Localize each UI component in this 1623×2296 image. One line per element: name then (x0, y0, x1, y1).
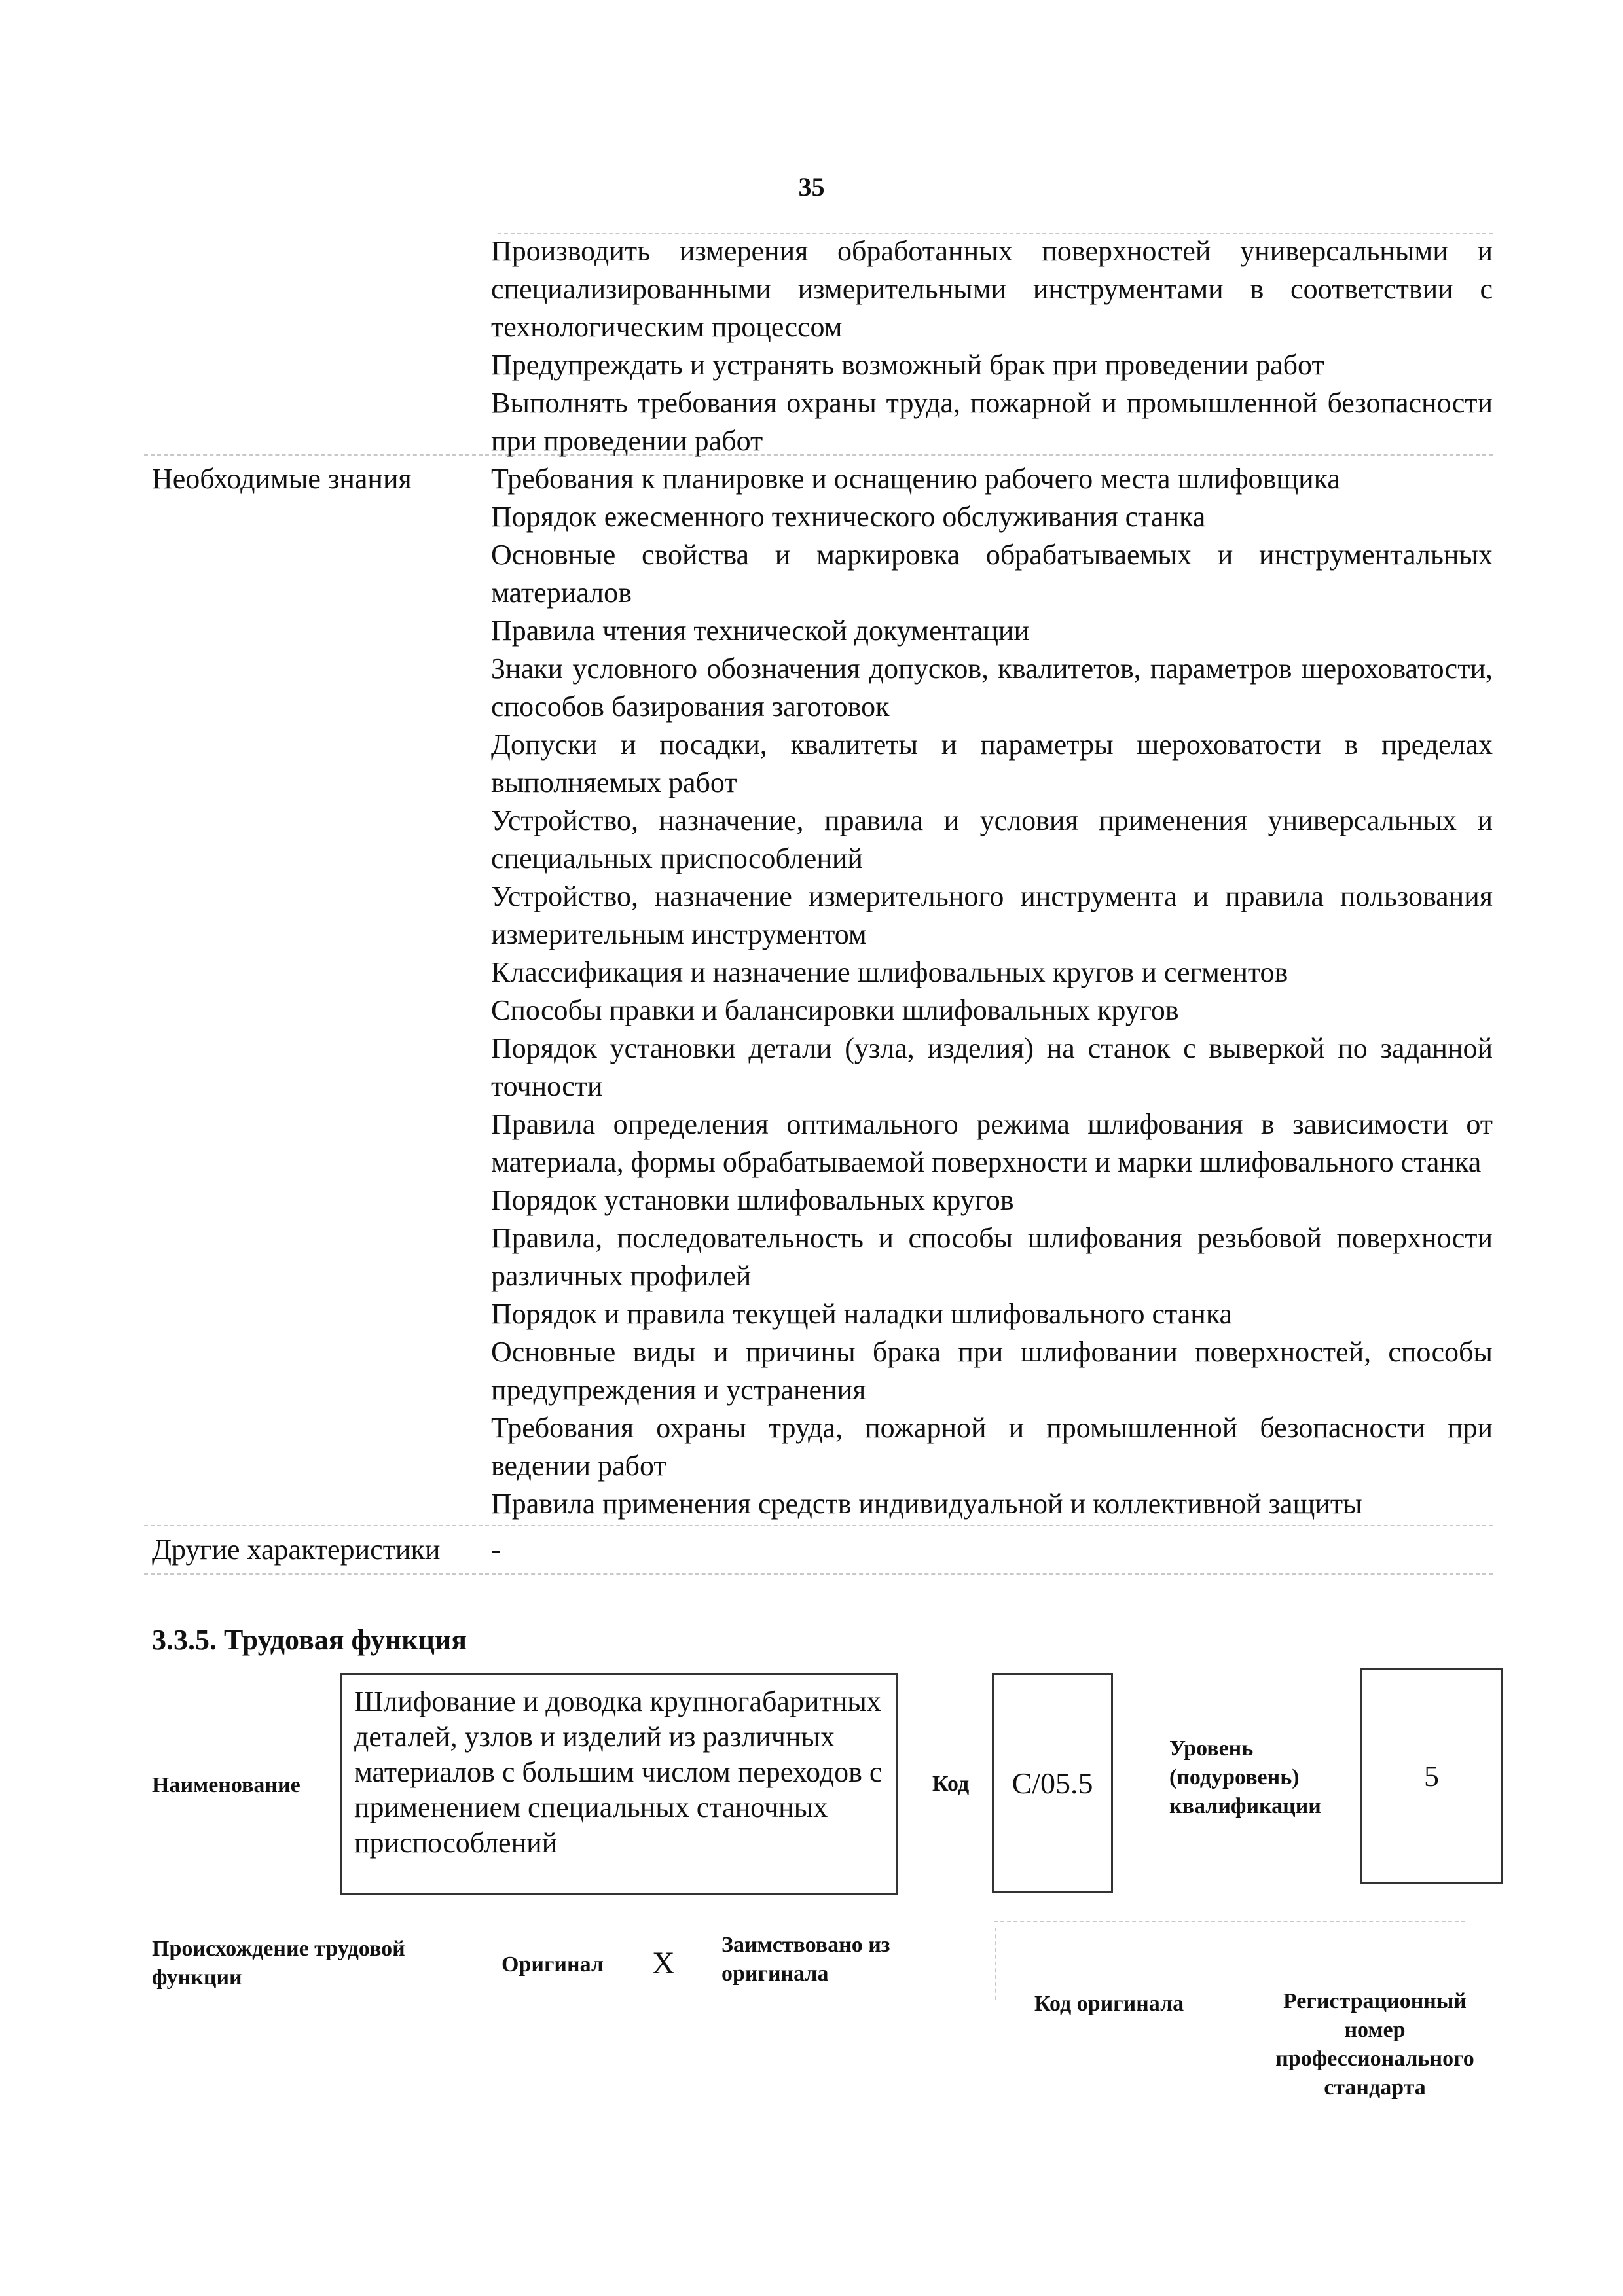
original-mark: X (652, 1946, 675, 1981)
other-row (144, 1531, 1493, 1569)
list-item: Основные свойства и маркировка обрабатываемых и инструментальных материалов (491, 539, 1493, 609)
reg-number-label: Регистрационный номер профессионального стандарта (1275, 1989, 1474, 2100)
other-value: - (491, 1534, 501, 1566)
list-item: Способы правки и балансировки шлифовальных кругов (491, 994, 1179, 1026)
list-item: Правила, последовательность и способы шлифования резьбовой поверхности различных профилей (491, 1222, 1493, 1292)
skills-items (491, 232, 1493, 460)
list-item: Предупреждать и устранять возможный брак при проведении работ (491, 349, 1324, 381)
list-item: Производить измерения обработанных поверхностей универсальными и специализированными измерительными инструментами в соответствии с технологическим процессом (491, 235, 1493, 343)
list-item: Основные виды и причины брака при шлифовании поверхностей, способы предупреждения и устранения (491, 1336, 1493, 1406)
knowledge-row (144, 460, 1493, 1523)
list-item: Допуски и посадки, квалитеты и параметры шероховатости в пределах выполняемых работ (491, 728, 1493, 798)
other-label: Другие характеристики (152, 1534, 441, 1566)
section-heading: 3.3.5. Трудовая функция (152, 1624, 467, 1656)
list-item: Порядок установки шлифовальных кругов (491, 1184, 1014, 1216)
list-item: Знаки условного обозначения допусков, квалитетов, параметров шероховатости, способов базирования заготовок (491, 653, 1493, 723)
list-item: Порядок ежесменного технического обслуживания станка (491, 501, 1206, 533)
level-label: Уровень (подуровень) квалификации (1169, 1736, 1321, 1818)
knowledge-items (491, 460, 1493, 1523)
skills-row (144, 232, 1493, 460)
list-item: Устройство, назначение, правила и условия применения универсальных и специальных приспособлений (491, 804, 1493, 874)
code-label: Код (932, 1772, 970, 1796)
table-rule-bottom (144, 1573, 1493, 1575)
list-item: Порядок установки детали (узла, изделия) на станок с выверкой по заданной точности (491, 1032, 1493, 1102)
list-item: Устройство, назначение измерительного инструмента и правила пользования измерительным инструментом (491, 880, 1493, 950)
function-name-box: Шлифование и доводка крупногабаритных деталей, узлов и изделий из различных материалов с большим числом переходов с применением специальных станочных приспособлений (340, 1673, 898, 1895)
list-item: Правила чтения технической документации (491, 615, 1029, 647)
list-item: Требования охраны труда, пожарной и промышленной безопасности при ведении работ (491, 1412, 1493, 1482)
origin-label: Происхождение трудовой функции (152, 1937, 405, 1990)
origin-rule-top (994, 1921, 1465, 1922)
list-item: Классификация и назначение шлифовальных кругов и сегментов (491, 956, 1288, 988)
knowledge-label: Необходимые знания (152, 463, 412, 495)
original-code-label: Код оригинала (1034, 1992, 1184, 2016)
qualification-level-box: 5 (1360, 1668, 1503, 1884)
requirements-table (144, 232, 1493, 1569)
list-item: Правила определения оптимального режима шлифования в зависимости от материала, формы обрабатываемой поверхности и марки шлифовального станка (491, 1108, 1493, 1178)
borrowed-label: Заимствовано из оригинала (721, 1933, 890, 1986)
list-item: Правила применения средств индивидуальной и коллективной защиты (491, 1488, 1362, 1520)
original-label: Оригинал (501, 1952, 604, 1977)
origin-divider (995, 1928, 996, 2000)
list-item: Выполнять требования охраны труда, пожарной и промышленной безопасности при проведении работ (491, 387, 1493, 457)
list-item: Порядок и правила текущей наладки шлифовального станка (491, 1298, 1233, 1330)
name-label: Наименование (152, 1773, 301, 1797)
skills-label-cell (144, 232, 491, 460)
list-item: Требования к планировке и оснащению рабочего места шлифовщика (491, 463, 1340, 495)
page-number: 35 (798, 172, 825, 202)
function-code-box: C/05.5 (992, 1673, 1113, 1893)
